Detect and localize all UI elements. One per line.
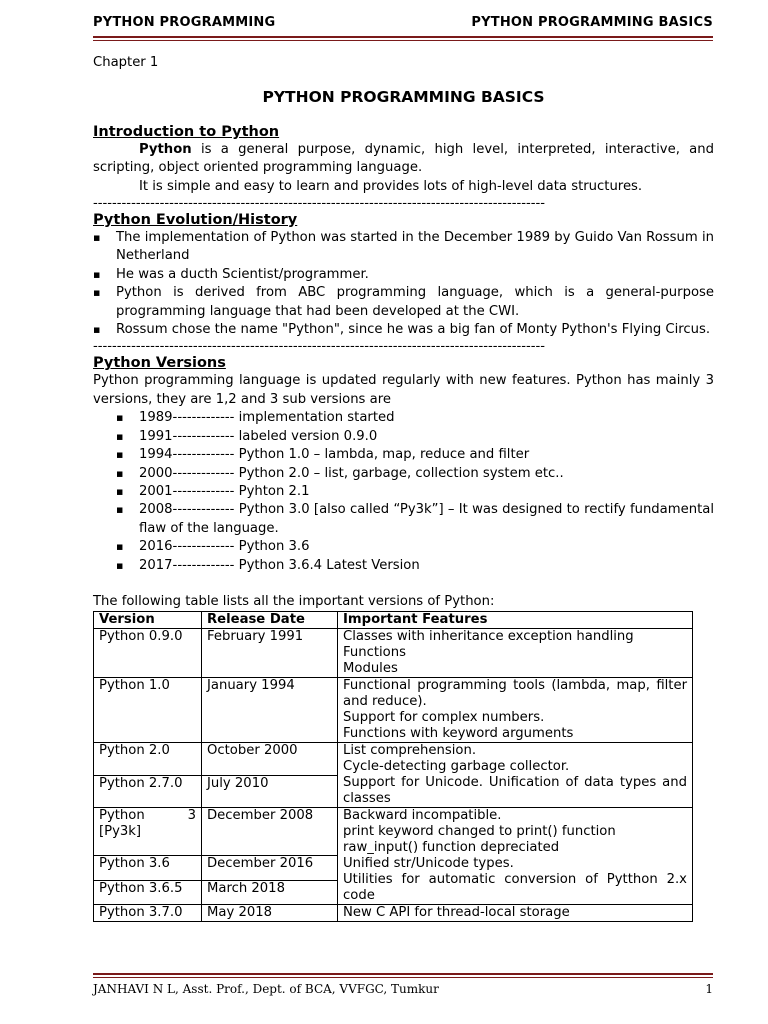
feature-line: Support for Unicode. Unification of data types and classes [343, 775, 687, 807]
cell-features [338, 629, 693, 678]
cell-date: February 1991 [202, 629, 338, 678]
cell-version: Python 2.0 [94, 743, 202, 776]
cell-date: December 2008 [202, 808, 338, 856]
list-item: ▪ 1994------------- Python 1.0 – lambda, map, reduce and filter [93, 446, 714, 464]
header-right: PYTHON PROGRAMMING BASICS [471, 15, 713, 30]
feature-line: New C API for thread-local storage [343, 905, 570, 921]
intro-p1-text: is a general purpose, dynamic, high level, interpreted, interactive, and scripting, object oriented programming language. [93, 141, 714, 176]
feature-line: Functional programming tools (lambda, map, filter and reduce). [343, 678, 687, 710]
feature-line: Classes with inheritance exception handling [343, 629, 634, 645]
footer-rule-thin [93, 977, 713, 978]
list-item: ▪ 2000------------- Python 2.0 – list, garbage, collection system etc.. [93, 465, 714, 483]
table-caption: The following table lists all the important versions of Python: [93, 593, 495, 609]
versions-list [93, 409, 714, 575]
cell-version: Python 3.6 [94, 856, 202, 881]
cell-date: December 2016 [202, 856, 338, 881]
separator-1: ----------------------------------------------------------------------------------------------- [93, 196, 546, 212]
feature-line: Backward incompatible. [343, 808, 502, 824]
header-rule-thin [93, 40, 713, 41]
cell-features [338, 678, 693, 743]
header-left: PYTHON PROGRAMMING [93, 15, 276, 30]
list-item: ▪ Python is derived from ABC programming language, which is a general-purpose programming language that had been developed at the CWI. [93, 284, 714, 321]
intro-heading: Introduction to Python [93, 123, 280, 140]
table-header-row [94, 612, 693, 629]
feature-line: Modules [343, 661, 398, 677]
table-row [94, 743, 693, 776]
table-row [94, 808, 693, 856]
page-footer [93, 982, 713, 996]
cell-version: Python 3.6.5 [94, 880, 202, 905]
cell-date: March 2018 [202, 880, 338, 905]
feature-line: Cycle-detecting garbage collector. [343, 759, 570, 775]
feature-line: raw_input() function depreciated [343, 840, 560, 856]
cell-version: Python 0.9.0 [94, 629, 202, 678]
feature-line: List comprehension. [343, 743, 477, 759]
cell-date: May 2018 [202, 905, 338, 922]
history-heading: Python Evolution/History [93, 212, 298, 229]
list-item: ▪ 2017------------- Python 3.6.4 Latest Version [93, 557, 714, 575]
cell-features [338, 808, 693, 905]
table-row [94, 629, 693, 678]
cell-version: Python 3 [Py3k] [94, 808, 202, 856]
history-list [93, 229, 714, 339]
cell-features [338, 743, 693, 808]
feature-line: print keyword changed to print() function [343, 824, 616, 840]
cell-version: Python 3.7.0 [94, 905, 202, 922]
feature-line: Functions with keyword arguments [343, 726, 574, 742]
separator-2: ----------------------------------------------------------------------------------------------- [93, 339, 546, 355]
list-item: ▪ 2001------------- Pyhton 2.1 [93, 483, 714, 501]
table-row [94, 678, 693, 743]
list-item: ▪ 1989------------- implementation started [93, 409, 714, 427]
list-item: ▪ 2008------------- Python 3.0 [also called “Py3k”] – It was designed to rectify fundamental flaw of the language. [93, 501, 714, 538]
cell-version: Python 2.7.0 [94, 775, 202, 808]
col-header-features: Important Features [338, 612, 693, 629]
versions-intro: Python programming language is updated regularly with new features. Python has mainly 3 versions, they are 1,2 and 3 sub versions are [93, 373, 714, 407]
cell-date: October 2000 [202, 743, 338, 776]
cell-date: July 2010 [202, 775, 338, 808]
page-number: 1 [705, 982, 713, 996]
intro-paragraph-2: It is simple and easy to learn and provides lots of high-level data structures. [139, 178, 643, 194]
page-title: PYTHON PROGRAMMING BASICS [262, 88, 545, 107]
list-item: ▪ The implementation of Python was started in the December 1989 by Guido Van Rossum in Netherland [93, 229, 714, 266]
footer-author: JANHAVI N L, Asst. Prof., Dept. of BCA, VVFGC, Tumkur [93, 982, 439, 996]
list-item: ▪ 2016------------- Python 3.6 [93, 538, 714, 556]
feature-line: Utilities for automatic conversion of Pytthon 2.x code [343, 872, 687, 904]
cell-features [338, 905, 693, 922]
page-content [93, 54, 714, 922]
header-rule [93, 36, 713, 38]
table-row [94, 905, 693, 922]
col-header-version: Version [94, 612, 202, 629]
versions-table [93, 611, 693, 922]
python-bold: Python [139, 141, 192, 157]
footer-rule [93, 973, 713, 975]
list-item: ▪ He was a ducth Scientist/programmer. [93, 266, 714, 284]
cell-date: January 1994 [202, 678, 338, 743]
feature-line: Unified str/Unicode types. [343, 856, 514, 872]
versions-heading: Python Versions [93, 355, 226, 372]
cell-version: Python 1.0 [94, 678, 202, 743]
feature-line: Support for complex numbers. [343, 710, 545, 726]
chapter-label: Chapter 1 [93, 55, 159, 70]
intro-paragraph-1 [93, 141, 714, 178]
list-item: ▪ 1991------------- labeled version 0.9.0 [93, 428, 714, 446]
feature-line: Functions [343, 645, 406, 661]
col-header-release-date: Release Date [202, 612, 338, 629]
page-header [93, 15, 713, 30]
list-item: ▪ Rossum chose the name "Python", since he was a big fan of Monty Python's Flying Circus. [93, 321, 714, 339]
